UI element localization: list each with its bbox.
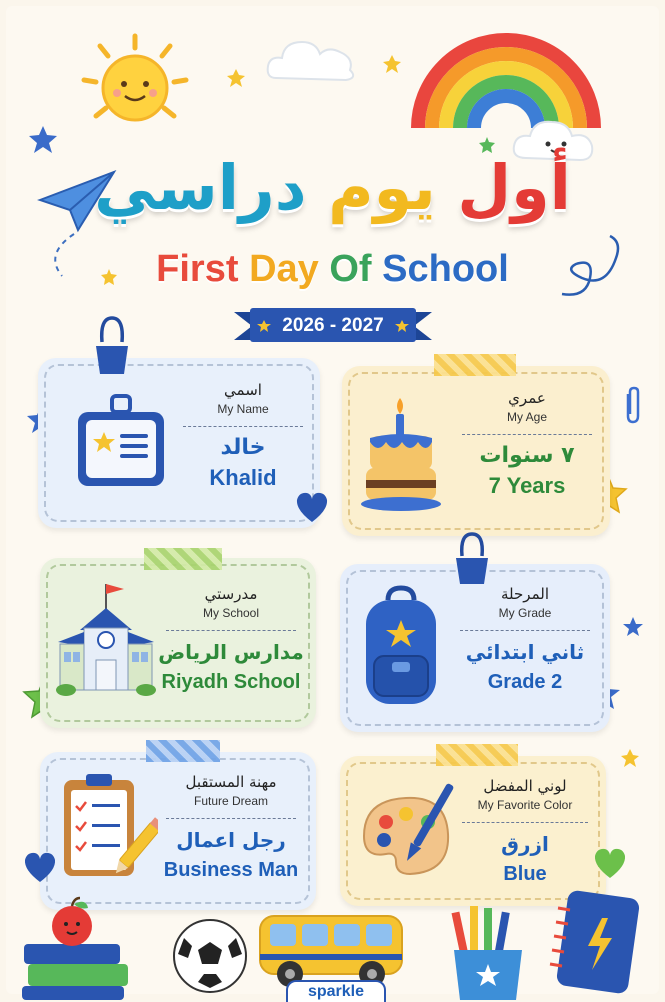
card-divider <box>462 434 592 435</box>
school-bus-icon <box>256 908 406 990</box>
card-value-arabic: رجل اعمال <box>176 828 286 852</box>
washi-tape <box>146 740 220 762</box>
title-arabic <box>0 148 665 228</box>
id-badge-icon <box>74 392 168 502</box>
card-value-english: Business Man <box>163 859 299 881</box>
title-english-word: Of <box>329 248 372 290</box>
card-divider <box>183 426 303 427</box>
title-english-word: Day <box>249 248 319 290</box>
title-english-word: School <box>382 248 509 290</box>
card-value-arabic: ثاني ابتدائي <box>465 640 585 664</box>
binder-clip-icon <box>92 312 132 378</box>
card-future-dream <box>40 752 316 910</box>
card-label-arabic: المرحلة <box>501 585 549 603</box>
title-arabic-word: دراسي <box>94 151 307 224</box>
card-divider <box>460 630 590 631</box>
rainbow-icon <box>408 18 608 168</box>
card-value-arabic: ٧ سنوات <box>479 443 575 468</box>
washi-tape <box>436 744 518 766</box>
watermark-label: sparkle <box>286 980 386 1002</box>
card-label-arabic: عمري <box>508 389 546 407</box>
card-value-arabic: خالد <box>220 435 266 460</box>
star-icon <box>622 616 644 638</box>
books-apple-icon <box>18 894 138 1000</box>
soccer-ball-icon <box>172 918 248 994</box>
card-value-arabic: مدارس الرياض <box>158 640 304 664</box>
pencil-cup-icon <box>446 904 530 1000</box>
binder-clip-icon <box>452 528 492 588</box>
card-label-english: My Name <box>217 402 269 416</box>
washi-tape <box>434 354 516 376</box>
star-icon <box>620 748 640 768</box>
school-building-icon <box>56 580 156 700</box>
sun-icon <box>70 28 200 138</box>
card-label-arabic: لوني المفضل <box>483 777 567 795</box>
backpack-icon <box>356 584 446 714</box>
card-label-arabic: مدرستي <box>204 585 258 603</box>
washi-tape <box>144 548 222 570</box>
card-favorite-color <box>340 756 606 906</box>
card-value-english: Grade 2 <box>487 671 563 693</box>
card-value-english: 7 Years <box>488 473 566 498</box>
card-label-arabic: مهنة المستقبل <box>185 773 277 791</box>
card-value-arabic: ازرق <box>501 832 549 856</box>
card-value-english: Blue <box>503 863 547 885</box>
card-divider <box>166 818 296 819</box>
heart-icon <box>22 850 58 884</box>
card-divider <box>462 822 588 823</box>
heart-icon <box>592 846 628 880</box>
notebook-icon <box>548 888 640 996</box>
card-school <box>40 558 316 728</box>
birthday-cake-icon <box>358 396 442 516</box>
title-english <box>0 244 665 294</box>
card-age <box>342 366 610 536</box>
card-label-english: My School <box>202 606 260 620</box>
card-label-english: My Age <box>506 410 548 424</box>
card-label-english: My Grade <box>498 606 552 620</box>
card-label-english: Future Dream <box>193 794 269 808</box>
year-ribbon <box>234 306 432 346</box>
card-value-english: Riyadh School <box>161 671 301 693</box>
card-label-english: My Favorite Color <box>477 798 573 812</box>
star-icon <box>226 68 246 88</box>
card-name <box>38 358 320 528</box>
clipboard-icon <box>58 770 158 890</box>
school-year-label: 2026 - 2027 <box>282 315 384 336</box>
card-label-arabic: اسمي <box>224 381 262 399</box>
card-grade <box>340 564 610 732</box>
card-divider <box>166 630 296 631</box>
cloud-icon <box>262 30 362 90</box>
title-english-word: First <box>156 248 239 290</box>
paperclip-icon <box>620 386 644 426</box>
star-icon <box>382 54 402 74</box>
title-arabic-word: يوم <box>328 151 436 224</box>
heart-icon <box>294 490 330 524</box>
card-value-english: Khalid <box>209 465 277 490</box>
paint-palette-icon <box>356 778 456 888</box>
title-arabic-word: أول <box>457 151 571 224</box>
